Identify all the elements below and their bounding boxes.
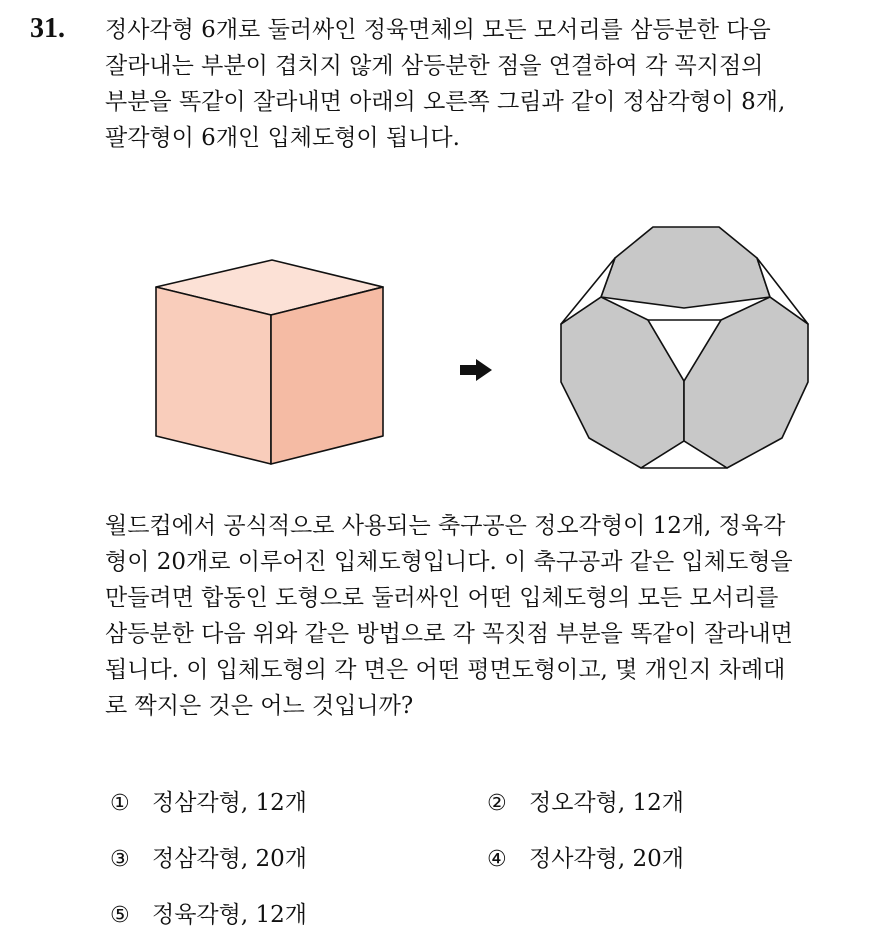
body-line: 월드컵에서 공식적으로 사용되는 축구공은 정오각형이 12개, 정육각 — [105, 513, 786, 539]
choice-5-mark: ⑤ — [110, 903, 130, 928]
choice-3-text: 정삼각형, 20개 — [152, 846, 307, 872]
cube-figure — [154, 258, 388, 466]
question-body — [105, 508, 865, 724]
intro-line: 잘라내는 부분이 겹치지 않게 삼등분한 점을 연결하여 각 꼭지점의 — [105, 53, 764, 79]
cube-right-face — [271, 287, 383, 464]
choice-2-text: 정오각형, 12개 — [529, 790, 684, 816]
body-line: 형이 20개로 이루어진 입체도형입니다. 이 축구공과 같은 입체도형을 — [105, 549, 793, 575]
intro-line: 정사각형 6개로 둘러싸인 정육면체의 모든 모서리를 삼등분한 다음 — [105, 17, 771, 43]
figure-cube-truncation — [140, 218, 830, 478]
body-line: 삼등분한 다음 위와 같은 방법으로 각 꼭짓점 부분을 똑같이 잘라내면 — [105, 621, 793, 647]
intro-line: 팔각형이 6개인 입체도형이 됩니다. — [105, 125, 460, 151]
right-arrow-icon — [458, 358, 494, 382]
question-number: 31. — [30, 13, 65, 44]
choice-4-text: 정사각형, 20개 — [529, 846, 684, 872]
intro-line: 부분을 똑같이 잘라내면 아래의 오른쪽 그림과 같이 정삼각형이 8개, — [105, 89, 786, 115]
body-line: 만들려면 합동인 도형으로 둘러싸인 어떤 입체도형의 모든 모서리를 — [105, 585, 779, 611]
choice-4[interactable] — [487, 844, 684, 875]
body-line: 됩니다. 이 입체도형의 각 면은 어떤 평면도형이고, 몇 개인지 차례대 — [105, 657, 786, 683]
choice-2-mark: ② — [487, 791, 507, 816]
choice-5[interactable] — [110, 900, 307, 931]
choice-3[interactable] — [110, 844, 307, 875]
truncated-cube-figure — [560, 224, 812, 474]
choice-2[interactable] — [487, 788, 684, 819]
top-octagon-face — [601, 227, 770, 308]
body-line: 로 짝지은 것은 어느 것입니까? — [105, 693, 414, 719]
choice-3-mark: ③ — [110, 847, 130, 872]
cube-left-face — [156, 287, 271, 464]
choice-1-mark: ① — [110, 791, 130, 816]
choice-5-text: 정육각형, 12개 — [152, 902, 307, 928]
choice-4-mark: ④ — [487, 847, 507, 872]
choice-1-text: 정삼각형, 12개 — [152, 790, 307, 816]
choice-1[interactable] — [110, 788, 307, 819]
question-intro — [105, 12, 865, 156]
